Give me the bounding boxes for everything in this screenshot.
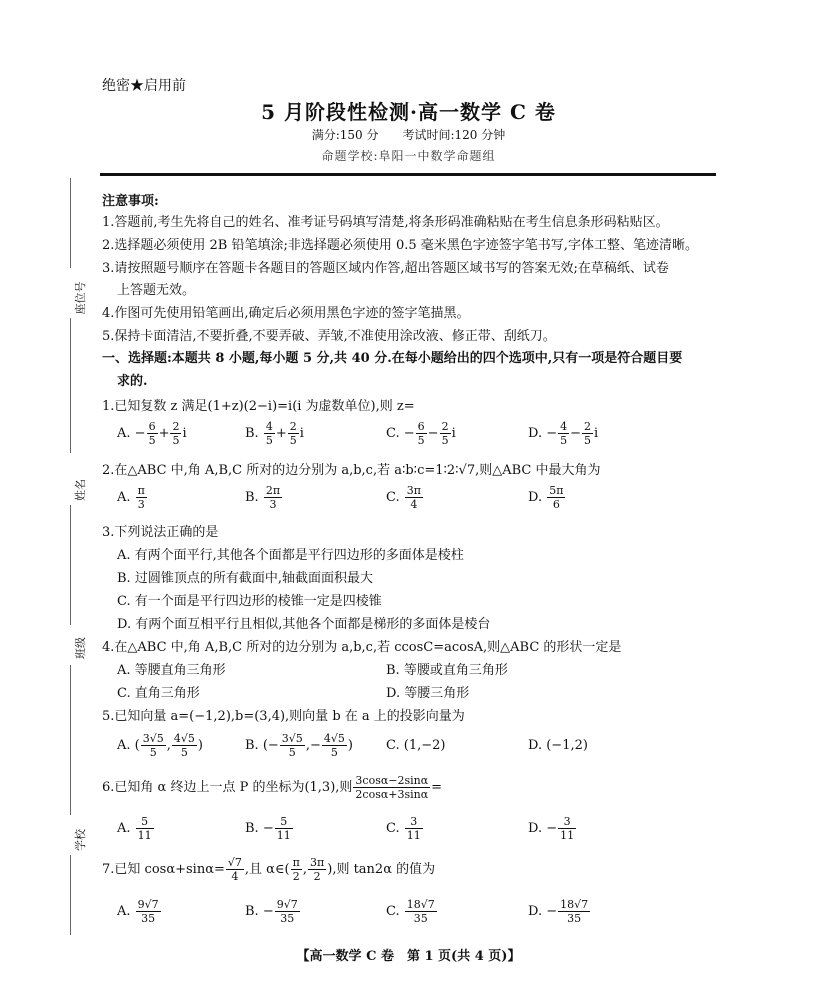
question-1-stem: 1.已知复数 z 满足(1+z)(2−i)=i(i 为虚数单位),则 z=: [102, 399, 415, 414]
q3-option-d: D. 有两个面互相平行且相似,其他各个面都是梯形的多面体是棱台: [117, 617, 491, 632]
side-divider: [70, 178, 71, 268]
q6-option-d: D. − $\frac{3}{11}$: [528, 815, 575, 842]
q5-option-d: D. (−1,2): [528, 738, 588, 753]
q1-option-c: C. − $\frac{6}{5}$ − $\frac{2}{5}$ i: [386, 420, 456, 447]
q7-option-d: D. − $\frac{18√7}{35}$: [528, 898, 589, 925]
q3-option-c: C. 有一个面是平行四边形的棱锥一定是四棱锥: [117, 594, 382, 609]
q2-option-d: D. $\frac{5\pi}{6}$: [528, 484, 564, 511]
q4-option-d: D. 等腰三角形: [386, 686, 470, 701]
note-item: 4.作图可先使用铅笔画出,确定后必须用黑色字迹的签字笔描黑。: [102, 306, 470, 321]
q4-option-a: A. 等腰直角三角形: [117, 663, 226, 678]
notes-heading: 注意事项:: [102, 194, 159, 209]
note-item: 1.答题前,考生先将自己的姓名、准考证号码填写清楚,将条形码准确粘贴在考生信息条形码粘贴区。: [102, 215, 669, 230]
section-heading-cont: 求的.: [117, 374, 148, 389]
q5-option-b: B. (− $\frac{3√5}{5}$ ,− $\frac{4√5}{5}$ ): [245, 732, 353, 759]
school-line: 命题学校:阜阳一中数学命题组: [321, 149, 496, 163]
side-label-seat: 座位号: [74, 281, 87, 315]
q4-option-c: C. 直角三角形: [117, 686, 200, 701]
header-rule: [100, 173, 716, 176]
question-6-stem: 6.已知角 α 终边上一点 P 的坐标为(1,3),则 $\frac{3\cos\alpha-2\sin\alpha}{2\cos\alpha+3\sin\alpha}$ =: [102, 774, 443, 801]
q1-option-b: B. $\frac{4}{5}$ + $\frac{2}{5}$ i: [245, 420, 304, 447]
q2-option-b: B. $\frac{2\pi}{3}$: [245, 484, 281, 511]
exam-title: 5 月阶段性检测·高一数学 C 卷: [261, 100, 556, 124]
side-divider: [70, 855, 71, 935]
note-item: 5.保持卡面清洁,不要折叠,不要弄破、弄皱,不准使用涂改液、修正带、刮纸刀。: [102, 329, 556, 344]
score-time: 满分:150 分 考试时间:120 分钟: [311, 128, 506, 142]
q7-option-c: C. $\frac{18√7}{35}$: [386, 898, 435, 925]
side-divider: [70, 505, 71, 625]
note-item: 3.请按照题号顺序在答题卡各题目的答题区域内作答,超出答题区域书写的答案无效;在草稿纸、试卷: [102, 261, 669, 276]
q6-option-b: B. − $\frac{5}{11}$: [245, 815, 291, 842]
side-divider: [70, 318, 71, 453]
side-divider: [70, 665, 71, 815]
confidential-mark: 绝密★启用前: [102, 78, 186, 94]
question-4-stem: 4.在△ABC 中,角 A,B,C 所对的边分别为 a,b,c,若 ccosC=acosA,则△ABC 的形状一定是: [102, 640, 622, 655]
q6-option-a: A. $\frac{5}{11}$: [117, 815, 152, 842]
question-7-stem: 7.已知 cosα+sinα= $\frac{√7}{4}$ ,且 α∈( $\frac{\pi}{2}$ , $\frac{3\pi}{2}$ ),则 tan2α 的值为: [102, 856, 436, 883]
note-item: 上答题无效。: [117, 283, 196, 298]
q7-option-a: A. $\frac{9√7}{35}$: [117, 898, 159, 925]
q1-option-d: D. − $\frac{4}{5}$ − $\frac{2}{5}$ i: [528, 420, 599, 447]
q3-option-a: A. 有两个面平行,其他各个面都是平行四边形的多面体是棱柱: [117, 548, 464, 563]
q6-option-c: C. $\frac{3}{11}$: [386, 815, 421, 842]
q2-option-c: C. $\frac{3\pi}{4}$: [386, 484, 421, 511]
q1-option-a: A. − $\frac{6}{5}$ + $\frac{2}{5}$ i: [117, 420, 187, 447]
page-footer: 【高一数学 C 卷 第 1 页(共 4 页)】: [296, 949, 521, 964]
section-heading: 一、选择题:本题共 8 小题,每小题 5 分,共 40 分.在每小题给出的四个选项中,只有一项是符合题目要: [102, 351, 683, 366]
question-2-stem: 2.在△ABC 中,角 A,B,C 所对的边分别为 a,b,c,若 a∶b∶c=1∶2∶√7,则△ABC 中最大角为: [102, 463, 601, 478]
side-label-name: 姓名: [74, 479, 87, 501]
q3-option-b: B. 过圆锥顶点的所有截面中,轴截面面积最大: [117, 571, 373, 586]
side-label-school: 学校: [74, 829, 87, 851]
q7-option-b: B. − $\frac{9√7}{35}$: [245, 898, 298, 925]
question-3-stem: 3.下列说法正确的是: [102, 525, 219, 540]
question-5-stem: 5.已知向量 a=(−1,2),b=(3,4),则向量 b 在 a 上的投影向量为: [102, 709, 465, 724]
q4-option-b: B. 等腰或直角三角形: [386, 663, 508, 678]
q2-option-a: A. $\frac{\pi}{3}$: [117, 484, 145, 511]
side-label-class: 班级: [74, 637, 87, 659]
note-item: 2.选择题必须使用 2B 铅笔填涂;非选择题必须使用 0.5 毫米黑色字迹签字笔书写,字体工整、笔迹清晰。: [102, 238, 698, 253]
q5-option-a: A. ( $\frac{3√5}{5}$ , $\frac{4√5}{5}$ ): [117, 732, 203, 759]
q5-option-c: C. (1,−2): [386, 738, 446, 753]
